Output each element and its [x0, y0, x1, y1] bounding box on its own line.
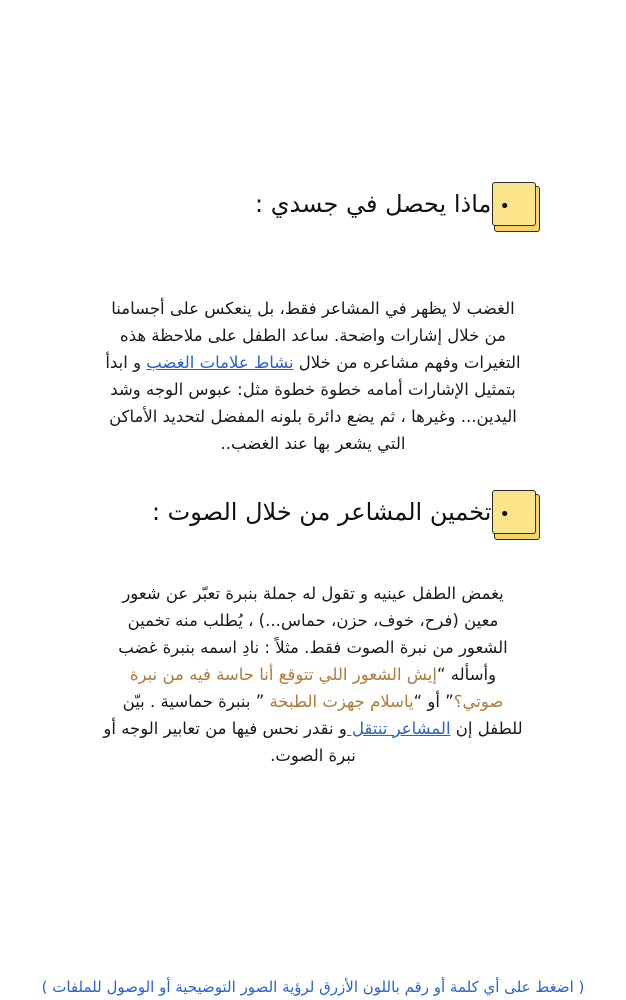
feelings-transfer-link[interactable]: المشاعر تنتقل	[346, 718, 451, 738]
footer-instruction-note: ( اضغط على أي كلمة أو رقم باللون الأزرق لرؤية الصور التوضيحية أو الوصول للملفات )	[41, 978, 585, 996]
paragraph-text: الغضب لا يظهر في المشاعر فقط، بل ينعكس على أجسامنا من خلال إشارات واضحة. ساعد الطفل على ملاحظة هذه التغيرات وفهم مشاعره من خلال	[111, 298, 521, 372]
section-title	[152, 498, 514, 526]
section-heading-body-signs	[255, 182, 536, 226]
example-quote: إيش الشعور اللي تتوقع أنا حاسة فيه من نبرة صوتي؟	[129, 664, 504, 711]
section-heading-voice-guess	[152, 490, 536, 534]
section-title	[255, 190, 514, 218]
bullet-dot: •	[499, 504, 510, 525]
example-quote: ياسلام جهزت الطبخة	[264, 691, 414, 711]
paragraph-text: ” أو “	[413, 691, 454, 711]
anger-signs-activity-link[interactable]: نشاط علامات الغضب	[146, 352, 294, 372]
paragraph-text: و نقدر نحس فيها من تعابير الوجه أو نبرة الصوت.	[103, 718, 356, 765]
section-title-text: تخمين المشاعر من خلال الصوت :	[151, 498, 492, 526]
section-paragraph-voice-guess	[103, 580, 523, 769]
paragraph-text: و ابدأ بتمثيل الإشارات أمامه خطوة خطوة مثل: عبوس الوجه وشد اليدين... وغيرها ، ثم يضع دائرة بلونه المفضل لتحديد الأماكن التي يشعر بها عند الغضب..	[105, 352, 517, 453]
section-title-text: ماذا يحصل في جسدي :	[254, 190, 492, 218]
bullet-dot: •	[499, 196, 510, 217]
paragraph-text: ” بنبرة حماسية . بيّن للطفل إن	[122, 691, 523, 738]
paragraph-text: يغمض الطفل عينيه و تقول له جملة بنبرة تعبّر عن شعور معين (فرح، خوف، حزن، حماس...) ، يُطلب منه تخمين الشعور من نبرة الصوت فقط. مثلاً : نادِ اسمه بنبرة غضب وأسأله “	[118, 583, 508, 684]
section-paragraph-body-signs	[103, 295, 523, 457]
